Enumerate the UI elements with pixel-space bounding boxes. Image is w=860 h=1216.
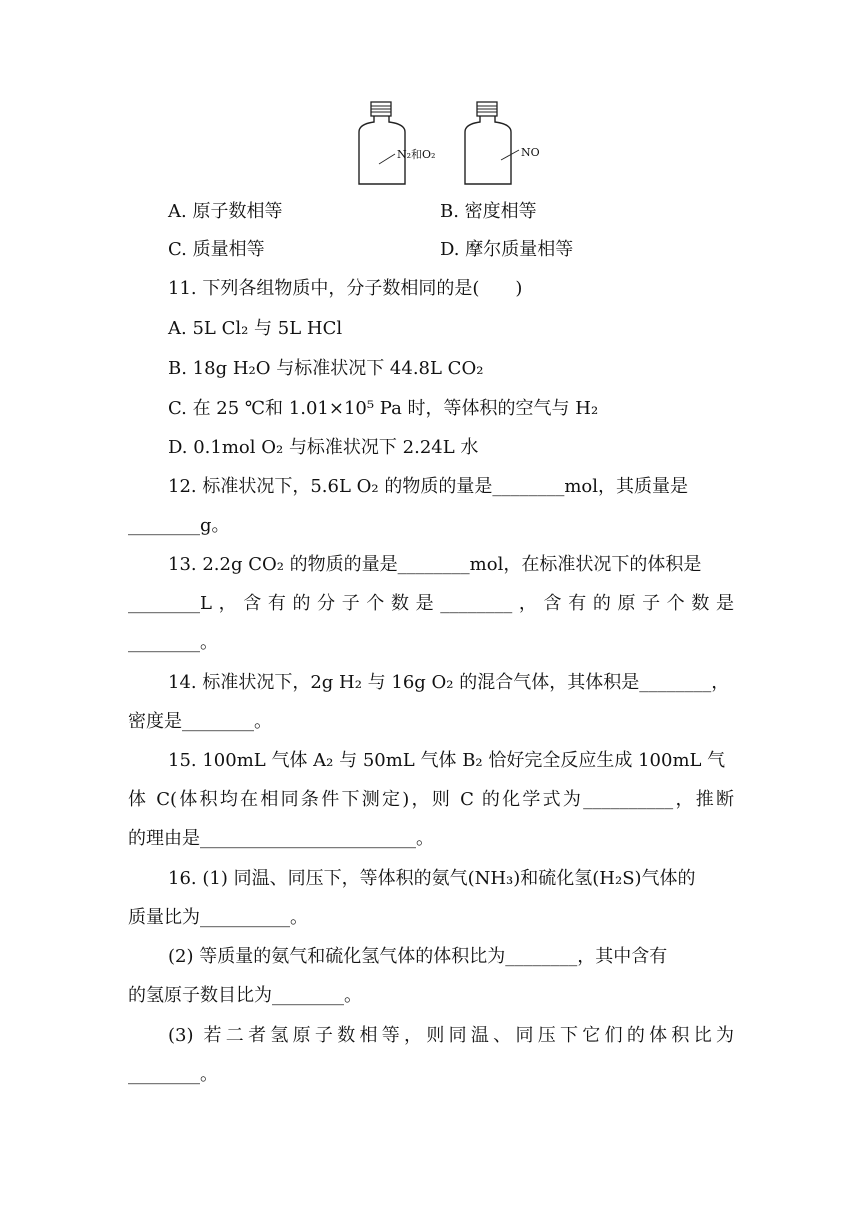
q15-line3: 的理由是________________________。 xyxy=(128,828,434,849)
q14-line2: 密度是________。 xyxy=(128,711,272,732)
bottles-illustration xyxy=(355,98,555,190)
q11-stem: 11. 下列各组物质中，分子数相同的是( ) xyxy=(168,278,523,299)
bottle1-label: N₂和O₂ xyxy=(397,148,436,161)
q16-part3-line1: (3) 若二者氢原子数相等，则同温、同压下它们的体积比为 xyxy=(168,1025,734,1046)
q13-line2: ________L，含有的分子个数是________，含有的原子个数是 xyxy=(128,593,734,614)
q11-option-d: D. 0.1mol O₂ 与标准状况下 2.24L 水 xyxy=(168,437,479,458)
q13-line3: ________。 xyxy=(128,632,218,653)
q11-option-c: C. 在 25 ℃和 1.01×10⁵ Pa 时，等体积的空气与 H₂ xyxy=(168,398,599,419)
q10-option-b: B. 密度相等 xyxy=(440,201,537,222)
q10-option-a: A. 原子数相等 xyxy=(168,201,283,222)
q16-line1: 16. (1) 同温、同压下，等体积的氨气(NH₃)和硫化氢(H₂S)气体的 xyxy=(168,868,696,889)
bottle2-label: NO xyxy=(521,146,540,159)
q16-part2-line1: (2) 等质量的氨气和硫化氢气体的体积比为________，其中含有 xyxy=(168,946,668,967)
q14-line1: 14. 标准状况下，2g H₂ 与 16g O₂ 的混合气体，其体积是________， xyxy=(168,672,730,693)
q16-part3-line2: ________。 xyxy=(128,1064,218,1085)
q15-line2: 体 C(体积均在相同条件下测定)，则 C 的化学式为__________，推断 xyxy=(128,789,734,810)
q12-line1: 12. 标准状况下，5.6L O₂ 的物质的量是________mol，其质量是 xyxy=(168,476,689,497)
q11-option-a: A. 5L Cl₂ 与 5L HCl xyxy=(168,318,343,339)
q11-option-b: B. 18g H₂O 与标准状况下 44.8L CO₂ xyxy=(168,358,484,379)
q12-line2: ________g。 xyxy=(128,515,230,536)
q15-line1: 15. 100mL 气体 A₂ 与 50mL 气体 B₂ 恰好完全反应生成 100mL 气 xyxy=(168,750,726,771)
q10-option-c: C. 质量相等 xyxy=(168,239,265,260)
q13-line1: 13. 2.2g CO₂ 的物质的量是________mol，在标准状况下的体积是 xyxy=(168,554,702,575)
q10-option-d: D. 摩尔质量相等 xyxy=(440,239,574,260)
q16-line2: 质量比为__________。 xyxy=(128,907,308,928)
gas-bottles-figure xyxy=(355,98,555,190)
q16-part2-line2: 的氢原子数目比为________。 xyxy=(128,985,362,1006)
